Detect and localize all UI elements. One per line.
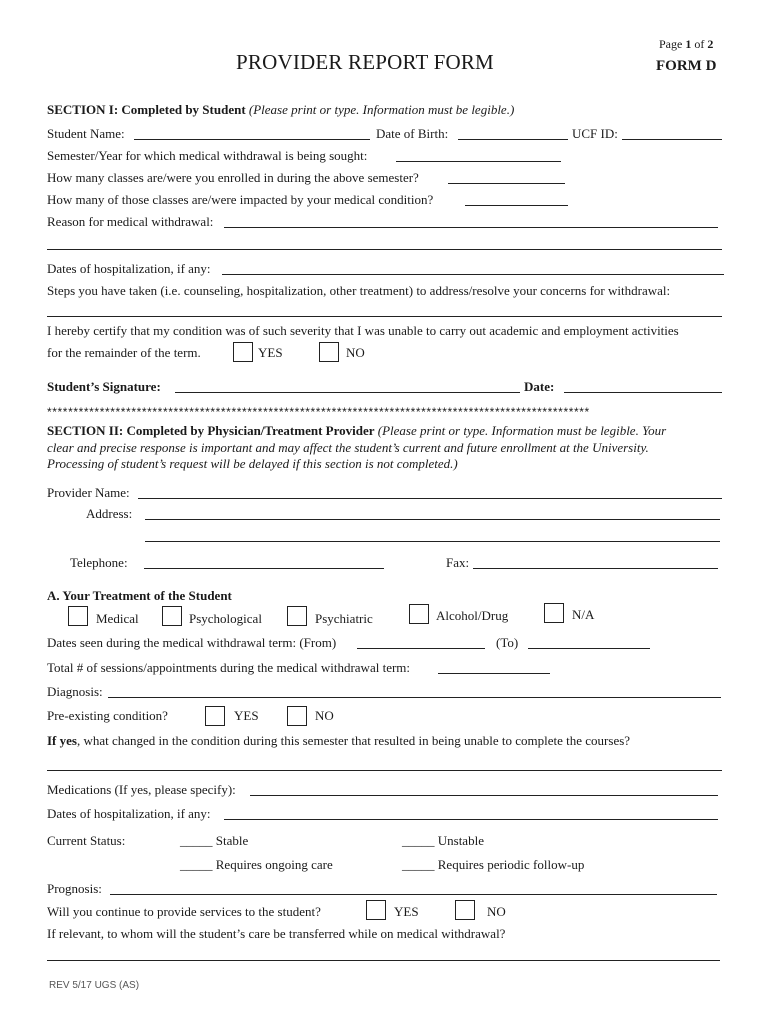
status-periodic-label: Requires periodic follow-up (437, 857, 585, 872)
provider-name-label: Provider Name: (47, 485, 130, 500)
address-field-line2[interactable] (145, 541, 720, 542)
section1-heading (47, 102, 514, 118)
preexisting-no-label: NO (315, 708, 334, 723)
semester-label: Semester/Year for which medical withdrawal is being sought: (47, 148, 368, 163)
preexisting-yes-label: YES (234, 708, 259, 723)
hospital-dates-field[interactable] (222, 274, 724, 275)
provider-name-field[interactable] (138, 498, 722, 499)
student-name-label: Student Name: (47, 126, 125, 141)
continue-yes-checkbox[interactable] (366, 900, 386, 920)
status-unstable-label: Unstable (437, 833, 484, 848)
treatment-psychological-checkbox[interactable] (162, 606, 182, 626)
treatment-medical-checkbox[interactable] (68, 606, 88, 626)
section2-note-line2: clear and precise response is important and may affect the student’s current and future enrollment at the University. (47, 440, 649, 455)
treatment-psychiatric-checkbox[interactable] (287, 606, 307, 626)
status-unstable-blank[interactable]: _____ (402, 833, 435, 848)
treatment-alcohol-drug-label: Alcohol/Drug (436, 608, 509, 623)
if-yes-bold: If yes (47, 733, 77, 748)
status-ongoing-blank[interactable]: _____ (180, 857, 213, 872)
telephone-field[interactable] (144, 568, 384, 569)
page-total: 2 (707, 37, 714, 51)
treatment-heading: A. Your Treatment of the Student (47, 588, 232, 603)
section-separator: ******************************************************************************************************* (47, 405, 590, 419)
if-yes-field[interactable] (47, 770, 722, 771)
treatment-alcohol-drug-checkbox[interactable] (409, 604, 429, 624)
preexisting-yes-checkbox[interactable] (205, 706, 225, 726)
section2-note-line3: Processing of student’s request will be delayed if this section is not completed.) (47, 456, 458, 471)
signature-date-field[interactable] (564, 392, 722, 393)
reason-field-line2[interactable] (47, 249, 722, 250)
continue-services-label: Will you continue to provide services to the student? (47, 904, 321, 919)
treatment-hospital-dates-field[interactable] (224, 819, 718, 820)
page-prefix: Page (659, 37, 683, 51)
continue-no-label: NO (487, 904, 506, 919)
treatment-psychiatric-label: Psychiatric (315, 611, 373, 626)
certify-line2: for the remainder of the term. (47, 345, 201, 360)
dates-seen-to-field[interactable] (528, 648, 650, 649)
ucf-id-field[interactable] (622, 139, 722, 140)
form-id: FORM D (656, 58, 717, 74)
steps-label: Steps you have taken (i.e. counseling, hospitalization, other treatment) to address/resolve your concerns for withdrawal: (47, 283, 671, 298)
dates-seen-to-label: (To) (496, 635, 519, 650)
section1-note: (Please print or type. Information must be legible.) (248, 102, 515, 117)
treatment-medical-label: Medical (96, 611, 139, 626)
certify-yes-label: YES (258, 345, 283, 360)
continue-no-checkbox[interactable] (455, 900, 475, 920)
diagnosis-label: Diagnosis: (47, 684, 103, 699)
current-status-label: Current Status: (47, 833, 126, 848)
treatment-na-checkbox[interactable] (544, 603, 564, 623)
classes-impacted-label: How many of those classes are/were impacted by your medical condition? (47, 192, 434, 207)
steps-field[interactable] (47, 316, 722, 317)
student-name-field[interactable] (134, 139, 370, 140)
dob-field[interactable] (458, 139, 568, 140)
dob-label: Date of Birth: (376, 126, 449, 141)
preexisting-no-checkbox[interactable] (287, 706, 307, 726)
status-ongoing-label: Requires ongoing care (215, 857, 333, 872)
sessions-label: Total # of sessions/appointments during the medical withdrawal term: (47, 660, 411, 675)
diagnosis-field[interactable] (108, 697, 721, 698)
transfer-field[interactable] (47, 960, 720, 961)
revision-footer: REV 5/17 UGS (AS) (49, 980, 140, 991)
if-yes-rest: , what changed in the condition during this semester that resulted in being unable to complete the courses? (76, 733, 631, 748)
medications-field[interactable] (250, 795, 718, 796)
signature-label: Student’s Signature: (47, 379, 161, 394)
reason-label: Reason for medical withdrawal: (47, 214, 214, 229)
section1-title: SECTION I: Completed by Student (47, 102, 246, 117)
page-number: 1 (685, 37, 692, 51)
medications-label: Medications (If yes, please specify): (47, 782, 236, 797)
certify-no-checkbox[interactable] (319, 342, 339, 362)
dates-seen-label: Dates seen during the medical withdrawal term: (From) (47, 635, 337, 650)
if-yes-question (47, 733, 630, 749)
status-ongoing-option[interactable] (180, 857, 333, 873)
continue-yes-label: YES (394, 904, 419, 919)
address-field[interactable] (145, 519, 720, 520)
section2-heading (47, 423, 666, 439)
transfer-label: If relevant, to whom will the student’s care be transferred while on medical withdrawal? (47, 926, 506, 941)
status-stable-option[interactable] (180, 833, 248, 849)
fax-field[interactable] (473, 568, 718, 569)
prognosis-label: Prognosis: (47, 881, 102, 896)
signature-date-label: Date: (524, 379, 555, 394)
dates-seen-from-field[interactable] (357, 648, 485, 649)
sessions-field[interactable] (438, 673, 550, 674)
prognosis-field[interactable] (110, 894, 717, 895)
status-stable-label: Stable (215, 833, 249, 848)
section2-title: SECTION II: Completed by Physician/Treatment Provider (47, 423, 375, 438)
classes-enrolled-field[interactable] (448, 183, 565, 184)
fax-label: Fax: (446, 555, 470, 570)
classes-enrolled-label: How many classes are/were you enrolled in during the above semester? (47, 170, 419, 185)
status-periodic-option[interactable] (402, 857, 584, 873)
classes-impacted-field[interactable] (465, 205, 568, 206)
reason-field[interactable] (224, 227, 718, 228)
certify-yes-checkbox[interactable] (233, 342, 253, 362)
telephone-label: Telephone: (70, 555, 128, 570)
ucf-id-label: UCF ID: (572, 126, 618, 141)
preexisting-label: Pre-existing condition? (47, 708, 168, 723)
form-title: PROVIDER REPORT FORM (236, 50, 494, 74)
certify-line1: I hereby certify that my condition was of such severity that I was unable to carry out academic and employment activities (47, 323, 679, 338)
status-periodic-blank[interactable]: _____ (402, 857, 435, 872)
certify-no-label: NO (346, 345, 365, 360)
hospital-dates-label: Dates of hospitalization, if any: (47, 261, 211, 276)
treatment-na-label: N/A (572, 607, 595, 622)
section2-note-line1: (Please print or type. Information must be legible. Your (377, 423, 667, 438)
semester-field[interactable] (396, 161, 561, 162)
status-unstable-option[interactable] (402, 833, 484, 849)
page-indicator (659, 37, 713, 52)
status-stable-blank[interactable]: _____ (180, 833, 213, 848)
treatment-psychological-label: Psychological (189, 611, 262, 626)
signature-field[interactable] (175, 392, 520, 393)
address-label: Address: (86, 506, 133, 521)
page-of: of (694, 37, 705, 51)
treatment-hospital-dates-label: Dates of hospitalization, if any: (47, 806, 211, 821)
